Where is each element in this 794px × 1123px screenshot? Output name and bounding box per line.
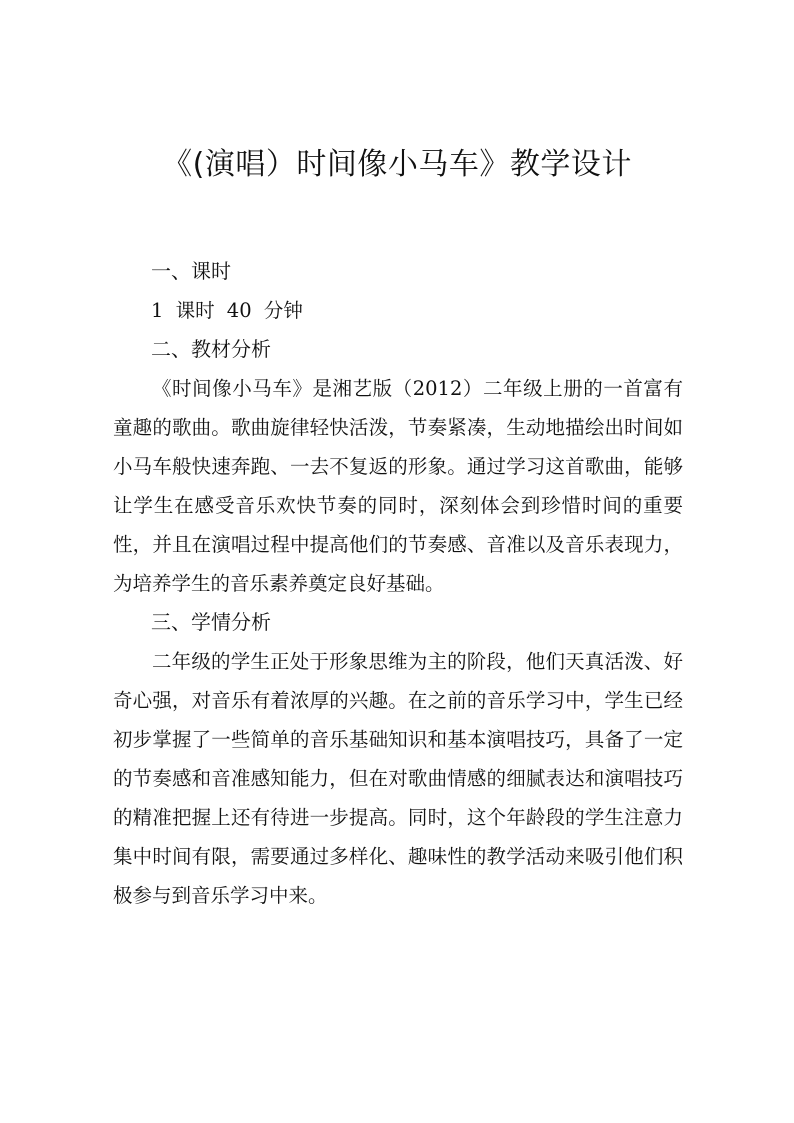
document-title: 《(演唱）时间像小马车》教学设计 <box>162 147 632 182</box>
section-heading-class-hours: 一、课时 <box>151 259 231 283</box>
document-body <box>113 252 683 915</box>
section-heading-material-analysis: 二、教材分析 <box>151 337 271 361</box>
section-text-student-analysis: 二年级的学生正处于形象思维为主的阶段，他们天真活泼、好奇心强，对音乐有着浓厚的兴趣。在之前的音乐学习中，学生已经初步掌握了一些简单的音乐基础知识和基本演唱技巧，具备了一定的节奏感和音准感知能力，但在对歌曲情感的细腻表达和演唱技巧的精准把握上还有待进一步提高。同时，这个年龄段的学生注意力集中时间有限，需要通过多样化、趣味性的教学活动来吸引他们积极参与到音乐学习中来。 <box>113 650 683 907</box>
section-text-material-analysis: 《时间像小马车》是湘艺版（2012）二年级上册的一首富有童趣的歌曲。歌曲旋律轻快活泼，节奏紧凑，生动地描绘出时间如小马车般快速奔跑、一去不复返的形象。通过学习这首歌曲，能够让学生在感受音乐欢快节奏的同时，深刻体会到珍惜时间的重要性，并且在演唱过程中提高他们的节奏感、音准以及音乐表现力，为培养学生的音乐素养奠定良好基础。 <box>113 377 683 595</box>
section-text-class-hours: 1 课时 40 分钟 <box>151 299 303 322</box>
section-heading-student-analysis: 三、学情分析 <box>151 610 271 634</box>
